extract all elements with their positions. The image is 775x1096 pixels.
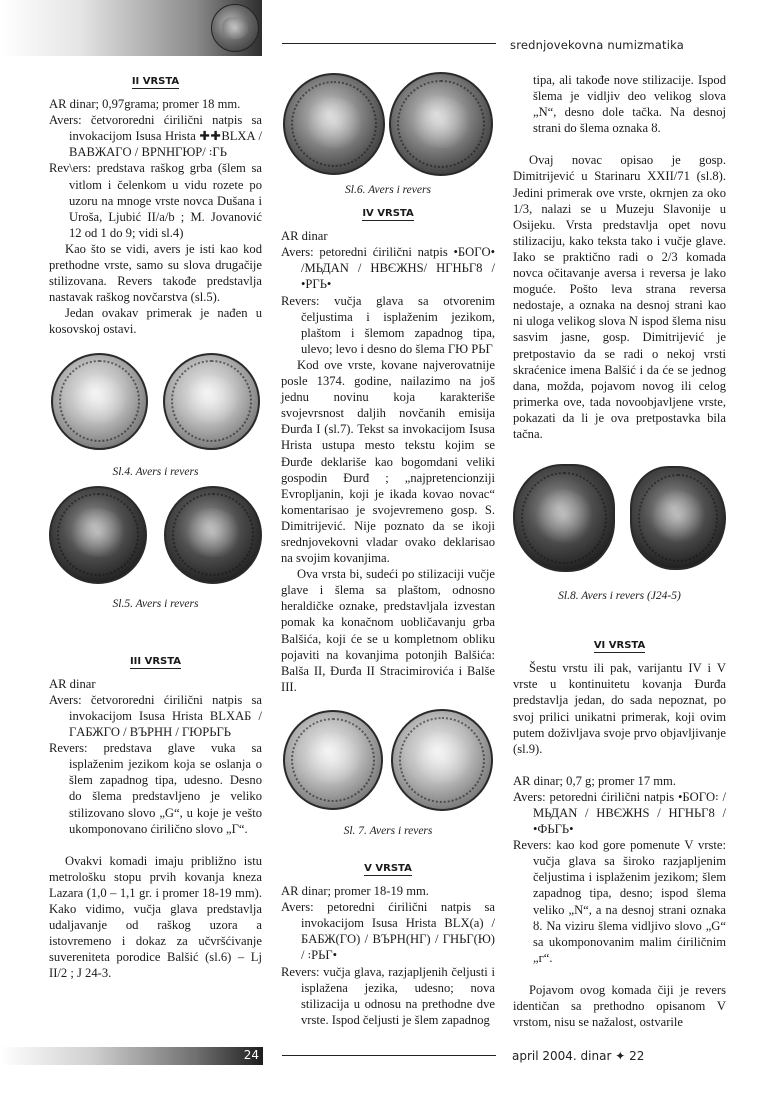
paragraph: Revers: vučja glava, razjapljenih čeljusti i isplažena jezika, udesno; nova stilizacija u odnosu na prethodne dve vrste. Ispod čeljusti je šlem zapadnog <box>281 964 495 1027</box>
heading-vi-vrsta: VI VRSTA <box>593 640 646 652</box>
paragraph: Ova vrsta bi, sudeći po stilizaciji vučje glave i šlema sa plaštom, odnosno heraldičke oznake, predstavljala izvestan pomak ka konačnom uobličavanju grba Balšića, koji će se u kompletnom obliku pojaviti na kovanjima potonjih Balšića: Balša II, Đurđa II Stracimirovića i Balše III. <box>281 567 495 694</box>
figure-sl4 <box>49 353 262 450</box>
paragraph: Pojavom ovog komada čiji je revers identičan sa prethodno opisanom V vrstom, nisu se nažalost, ostvarile <box>513 982 726 1030</box>
issue-info: april 2004. dinar ✦ 22 <box>512 1049 645 1063</box>
paragraph: Revers: predstava glave vuka sa isplaženim jezikom koja se oslanja o šlem zapadnog tipa, udesno. Desno do šlema predstavljeno je veliko stilizovano slovo „G“, u koje je vešto ukomponovano ćirilično slovo „Г“. <box>49 741 262 836</box>
figure-caption: Sl.4. Avers i revers <box>112 465 199 478</box>
paragraph: Rev\ers: predstava raškog grba (šlem sa vitlom i čelenkom u vidu rozete po uzoru na mnoge vrste novca Dušana i Uroša, Ljubić II/a/b ; M. Jovanović 12 od 1 do 9; vidi sl.4) <box>49 161 262 240</box>
paragraph: Revers: kao kod gore pomenute V vrste: vučja glava sa široko razjapljenim čeljustima i isplaženim jezikom; šlem zapadnog tipa, desno; ispod šlema veliko „N“, a na desnoj strani oznaka ȣ. Na viziru šlema vidljivo slovo „G“ sa ukomponovanim malim ćiriličnim „г“. <box>513 838 726 965</box>
section-title: srednjovekovna numizmatika <box>510 38 684 52</box>
heading-v-vrsta: V VRSTA <box>364 863 412 874</box>
paragraph: Avers: petoredni ćirilični natpis •БOГO• /MЬДAN / HBЄЖHS/ HГHЬГ8 / •PГЬ• <box>281 245 495 292</box>
paragraph: Ovaj novac opisao je gosp. Dimitrijević u Starinaru XXII/71 (sl.8). Jedini primerak ove vrste, okrnjen za oko 1/3, nalazi se u Muzeju Slavonije u Osijeku. Vrsta predstavlja opet novu stilizaciju, kako teksta tako i vučje glave. Iako se praktično radi o 2/3 komada novca očitavanje aversa i reversa je lako moguće. Pošto leva strana reversa nedostaje, a oznaka na desnoj strani kao ni uloga velikog slova N ispod šlema nisu sasvim jasne, gosp. Dimitrijević je pretpostavio da se radi o nekoj vrsti skraćenice imena Balšić i da će se jednog dana, možda, pojavom novog ili celog primerka ove, tada novoobjavljene vrste, pokazati da li je ova pretpostavka bila tačna. <box>513 153 726 441</box>
paragraph: AR dinar <box>49 676 96 691</box>
paragraph: Jedan ovakav primerak je nađen u kosovskoj ostavi. <box>49 306 262 337</box>
figure-sl6 <box>281 72 495 176</box>
paragraph: Kod ove vrste, kovane najverovatnije posle 1374. godine, nailazimo na još jednu novinu koja karakteriše svojevrsnost daljih novčanih emisija Đurđa I (sl.7). Tekst sa invokacijom Isusa Hrista ustupa mesto tekstu kojim se Đurđe deklariše kao bogomdani veliki gospodin Đurđ ; „najpretencionziji Evropljanin, koji je ikada kovao novac“ komentarisao je svojevremeno gosp. S. Dimitrijević. Nije poznato da se ikoji srednjovekovni vladar ovako deklarisao na svojim kovanjima. <box>281 357 495 566</box>
coin-obverse-image <box>283 73 385 175</box>
column-3 <box>513 72 726 1030</box>
figure-sl8 <box>513 464 726 572</box>
paragraph: Kao što se vidi, avers je isti kao kod prethodne vrste, samo su slova drugačije stilizovana. Revers takođe predstavlja nastavak raškog novčarstva (sl.5). <box>49 241 262 305</box>
coin-reverse-image <box>389 72 493 176</box>
paragraph: tipa, ali takođe nove stilizacije. Ispod šlema je vidljiv deo velikog slova „N“, desno dole tačka. Na desnoj strani do šlema oznaka ȣ. <box>533 73 726 136</box>
column-2 <box>281 72 495 1028</box>
paragraph: AR dinar <box>281 229 328 244</box>
paragraph: Ovakvi komadi imaju približno istu metrološku stopu prvih kovanja kneza Lazara (1,0 – 1,1 gr. i promer 18-19 mm). Kako vidimo, vučja glava predstavlja udaljavanje od raškog uzora a istovremeno i dokaz za učvršćivanje suvereniteta porodice Balšić (sl.6) – Lj II/2 ; J 24-3. <box>49 853 262 981</box>
paragraph: AR dinar; 0,97grama; promer 18 mm. <box>49 97 241 112</box>
paragraph: Avers: četvororedni ćirilični natpis sa invokacijom Isusa Hrista ✚✚BLXA / BABЖAГO / BPNHГЮP/ ꞉ГЬ <box>49 113 262 160</box>
figure-sl5 <box>49 486 262 584</box>
footer-divider <box>282 1055 496 1056</box>
heading-iv-vrsta: IV VRSTA <box>362 208 414 220</box>
paragraph: Revers: vučja glava sa otvorenim čeljustima i isplaženim jezikom, plaštom i šlemom zapadnog tipa, ulevo; levo i desno do šlema ГЮ PЬГ <box>281 293 495 356</box>
paragraph: AR dinar; 0,7 g; promer 17 mm. <box>513 773 676 788</box>
figure-caption: Sl.5. Avers i revers <box>112 597 199 610</box>
page-number: 24 <box>243 1048 259 1062</box>
figure-sl7 <box>281 709 495 811</box>
paragraph: Avers: četvororedni ćirilični natpis sa invokacijom Isusa Hrista BLXAБ / ГAБЖГO / BЪPHH / ГЮPЬГЬ <box>49 692 262 740</box>
coin-logo-image <box>211 4 259 52</box>
paragraph: AR dinar; promer 18-19 mm. <box>281 884 429 899</box>
heading-ii-vrsta: II VRSTA <box>131 76 180 87</box>
heading-iii-vrsta: III VRSTA <box>129 655 182 667</box>
header-divider <box>282 43 496 44</box>
coin-obverse-image <box>49 486 147 584</box>
figure-caption: Sl. 7. Avers i revers <box>343 824 433 837</box>
figure-caption: Sl.6. Avers i revers <box>345 184 431 196</box>
coin-obverse-image <box>51 353 148 450</box>
paragraph: Šestu vrstu ili pak, varijantu IV i V vrste u kontinuitetu kovanja Đurđa predstavlja jedan, do sada nepoznat, po svoj prilici unikatni primerak, koji ovim putem doživljava svoje prvo objavljivanje (sl.9). <box>513 661 726 756</box>
figure-caption: Sl.8. Avers i revers (J24-5) <box>558 590 681 603</box>
column-1 <box>49 70 262 981</box>
coin-obverse-image <box>513 464 615 572</box>
coin-obverse-image <box>283 710 383 810</box>
coin-reverse-image <box>164 486 262 584</box>
paragraph: Avers: petoredni ćirilični natpis sa invokacijom Isusa Hrista BLX(a) / БAБЖ(ГO) / BЪPH(HГ) / ГHЬГ(Ю) / ꞉PЬГ• <box>281 900 495 963</box>
coin-reverse-image <box>391 709 493 811</box>
coin-reverse-image <box>630 466 726 570</box>
footer-gradient-bar <box>0 1047 263 1065</box>
coin-reverse-image <box>163 353 260 450</box>
paragraph: Avers: petoredni ćirilični natpis •БOГO꞉ / MЬДAN / HBЄЖHS / HГHЬГ8 / •ФЬГЬ• <box>513 789 726 837</box>
